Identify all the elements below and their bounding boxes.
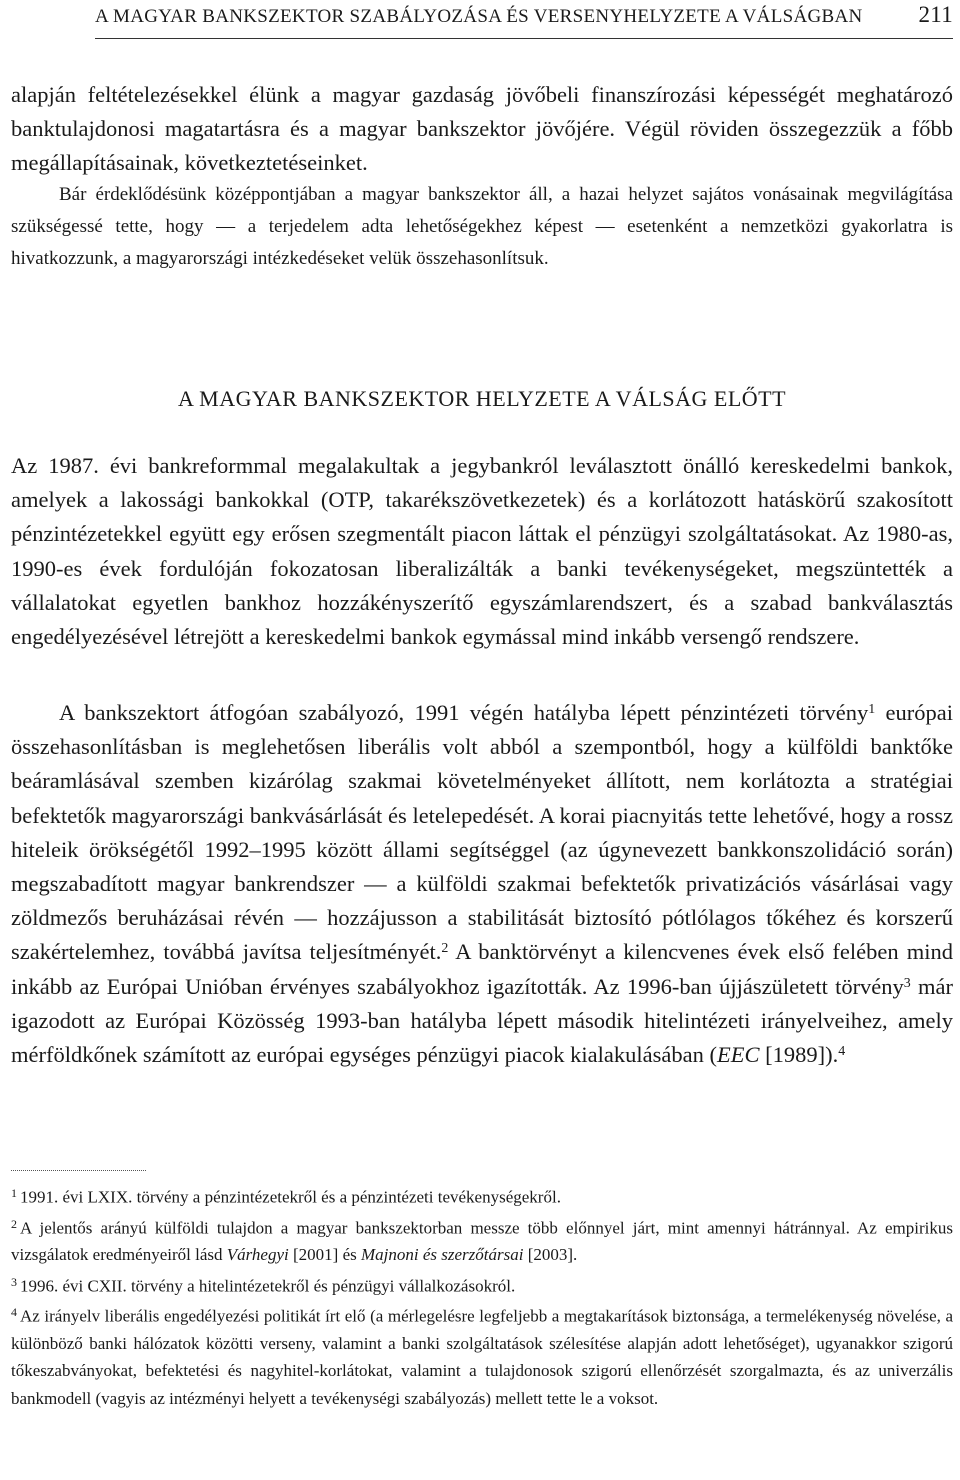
running-header-title: A MAGYAR BANKSZEKTOR SZABÁLYOZÁSA ÉS VERSENYHELYZETE A VÁLSÁGBAN [95,6,863,27]
text-segment: A banktörvényt a kilencvenes évek első felében mind inkább az Európai Unióban érvényes szabályokhoz igazították. Az 1996-ban újjászületett törvény [11,939,953,999]
citation-eec: EEC [717,1042,760,1068]
footnote-number: 1 [11,1186,17,1200]
paragraph-scope: Bár érdeklődésünk középpontjában a magyar bankszektor áll, a hazai helyzet sajátos vonásainak megvilágítása szükségessé tette, hogy — a terjedelem adta lehetőségekhez képest — esetenként a nemzetközi gyakorlatra is hivatkozzunk, a magyarországi intézkedéseket velük összehasonlítsuk. [11,184,953,269]
footnote-4 [11,1299,953,1412]
page-number: 211 [918,2,953,27]
footnote-text: [2003]. [523,1245,578,1265]
footnote-ref-4[interactable]: 4 [838,1044,846,1060]
footnote-text: Az irányelv liberális engedélyezési politikát írt elő (a mérlegelésre legfeljebb a megtakarítások biztonsága, a termelékenység növelése, a különböző banki hálózatok közötti verseny, valamint a banki szolgáltatások szélesítése alapján adott lehetőséget), ugyanakkor szigorú tőkeszabványokat, befektetési és nagyhitel-korlátokat, valamint a tulajdonosok szigorú ellenőrzését szorgalmazta, és az univerzális bankmodell (vagyis az intézményi helyett a tevékenységi szabályozás) mellett tette le a voksot. [11,1306,953,1408]
citation-author: Majnoni és szerzőtársai [360,1245,524,1265]
paragraph-bank-law [11,696,953,1072]
footnote-number: 4 [11,1305,17,1320]
footnote-3 [11,1269,953,1300]
footnote-number: 2 [11,1216,17,1231]
footnote-ref-2[interactable]: 2 [441,941,449,957]
footnote-text: 1996. évi CXII. törvény a hitelintézetekről és pénzügyi vállalkozásokról. [20,1276,516,1296]
footnote-1 [11,1180,953,1211]
text-segment: európai összehasonlításban is meglehetősen liberális volt abból a szempontból, hogy a külföldi banktőke beáramlásával szemben kizárólag szakmai követelményeket állított, nem korlátozta a stratégiai befektetők magyarországi bankvásárlását és letelepedését. A korai piacnyitás tette lehetővé, hogy a rossz hiteleik örökségétől 1992–1995 között állami segítséggel (az úgynevezett bankkonszolidáció során) megszabadított magyar bankrendszer — a külföldi szakmai befektetők privatizációs vásárlásai vagy zöldmezős beruházásai révén — hozzájusson a stabilitását biztosító pótlólagos tőkéhez és korszerű szakértelemhez, továbbá javítsa teljesítményét. [11,700,953,965]
text-segment: már igazodott az Európai Közösség 1993-ban hatályba lépett második hitelintézeti irányelveihez, amely mérföldkőnek számított az európai egységes pénzügyi piacok kialakulásában ( [11,973,953,1068]
footnotes [11,1180,953,1412]
footnote-text: A jelentős arányú külföldi tulajdon a magyar bankszektorban messze több előnnyel járt, mint amennyi hátránnyal. Az empirikus vizsgálatok eredményeiről lásd [11,1218,953,1265]
paragraph-bank-reform: Az 1987. évi bankreformmal megalakultak a jegybankról leválasztott önálló kereskedelmi bankok, amelyek a lakossági bankokkal (OTP, takarékszövetkezetek) és a korlátozott hatáskörű szakosított pénzintézetekkel együtt egy erősen szegmentált piacon láttak el pénzügyi szolgáltatásokat. Az 1980-as, 1990-es évek fordulóján fokozatosan liberalizálták a banki tevékenységeket, megszüntették a vállalatokat egyetlen bankhoz hozzákényszerítő egyszámlarendszert, és a szabad bankválasztás engedélyezésével létrejött a kereskedelmi bankok egymással mind inkább versengő rendszere. [11,453,953,650]
footnote-2 [11,1211,953,1269]
header-rule [95,38,953,39]
footnote-ref-3[interactable]: 3 [903,975,911,991]
footnote-separator [11,1170,146,1171]
citation-author: Várhegyi [226,1245,289,1265]
footnote-number: 3 [11,1274,17,1289]
footnote-text: 1991. évi LXIX. törvény a pénzintézetekről és a pénzintézeti tevékenységekről. [20,1187,561,1207]
text-segment: [1989]). [759,1042,839,1068]
paragraph-intro-end: alapján feltételezésekkel élünk a magyar gazdaság jövőbeli finanszírozási képességét meghatározó banktulajdonosi magatartásra és a magyar bankszektor jövőjére. Végül röviden összegezzük a főbb megállapításainak, következtetéseinket. [11,82,953,175]
text-segment: A bankszektort átfogóan szabályozó, 1991 végén hatályba lépett pénzintézeti törvény [59,700,869,725]
running-header [95,2,953,32]
footnote-ref-1[interactable]: 1 [868,702,876,718]
section-heading: A MAGYAR BANKSZEKTOR HELYZETE A VÁLSÁG ELŐTT [177,386,787,411]
footnote-text: [2001] és [288,1245,361,1265]
